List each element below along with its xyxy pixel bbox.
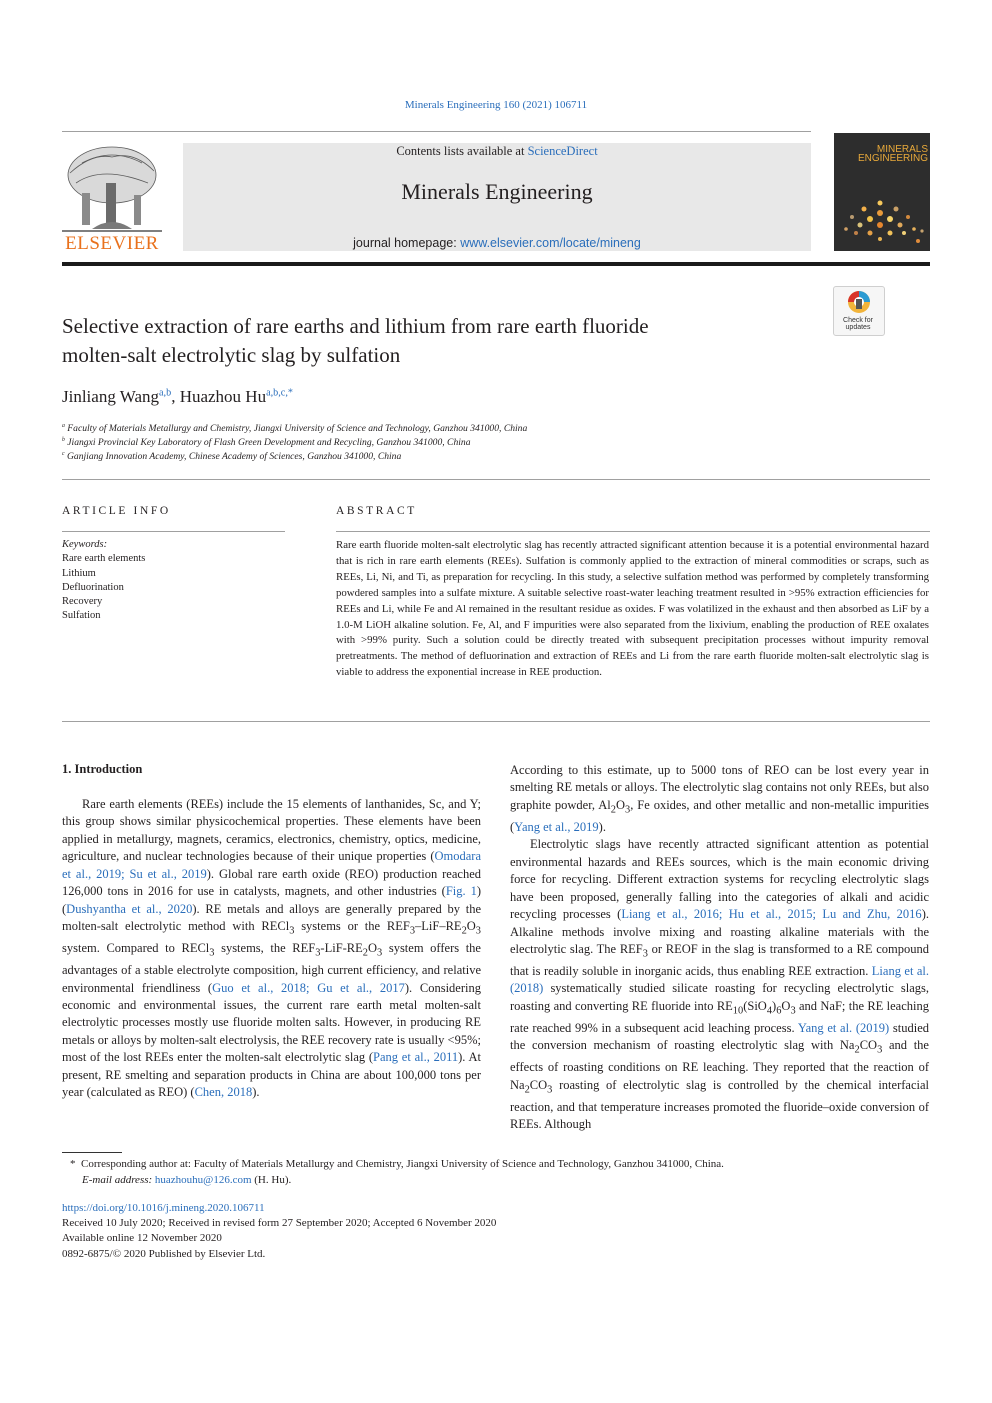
citation-link[interactable]: Pang et al., 2011 xyxy=(373,1050,459,1065)
abstract-rule xyxy=(336,531,930,532)
affiliation-b xyxy=(62,437,471,448)
keyword-item: Defluorination xyxy=(62,581,124,593)
affiliation-a xyxy=(62,423,527,434)
citation-link[interactable]: Guo et al., 2018; Gu et al., 2017 xyxy=(212,980,405,995)
footnote-text: Corresponding author at: Faculty of Materials Metallurgy and Chemistry, Jiangxi University of Science and Technology, Ganzhou 341000, China. xyxy=(81,1158,724,1170)
keyword-item: Lithium xyxy=(62,567,96,579)
keywords-block xyxy=(62,538,145,624)
article-info-heading: ARTICLE INFO xyxy=(62,505,171,517)
affiliation-mark: b xyxy=(62,436,65,443)
article-title xyxy=(62,312,822,370)
keyword-item: Recovery xyxy=(62,596,103,608)
journal-homepage-link[interactable]: www.elsevier.com/locate/mineng xyxy=(460,236,641,250)
keywords-label: Keywords: xyxy=(62,539,108,550)
corresponding-author-footnote xyxy=(62,1157,724,1188)
footnote-star: * xyxy=(70,1158,76,1170)
footnote-line xyxy=(62,1157,724,1173)
author-name[interactable]: Jinliang Wang xyxy=(62,387,160,406)
contents-prefix: Contents lists available at xyxy=(396,144,528,158)
header-thick-rule xyxy=(62,262,930,266)
section-rule xyxy=(62,479,930,480)
abstract-text: Rare earth fluoride molten-salt electrolytic slag has recently attracted significant attention because it is a potential environmental hazard that is rich in rare earth elements (REEs). Sulfation is commonly applied to the extraction of mineral commodities or scraps, such as REEs, Li, Ni, and Ti, as preparation for recycling. In this study, a selective sulfation method was performed by completely transforming powdered samples into a sulfate mixture. A suitable selective roast-water leaching treatment resulted in >95% extraction efficiencies for REEs and Li, while Fe and Al remained in the resultant residue as oxides. F was volatilized in the exhaust and then absorbed as LiF by a 1.0-M LiOH alkaline solution. Fe, Al, and F impurities were also separated from the lixivium, enabling the production of REE oxalates with >99% purity. Such a solution could be directly treated with subsequent precipitation processes without impurity removal pretreatments. The method of defluorination and extraction of REEs and Li from the rare earth fluoride molten-salt electrolytic slag is viable to address the exponential increase in REE production. xyxy=(336,539,929,679)
author-list xyxy=(62,387,293,407)
abstract-end-rule xyxy=(62,721,930,722)
title-line2: molten-salt electrolytic slag by sulfation xyxy=(62,343,401,367)
author-email-link[interactable]: huazhouhu@126.com xyxy=(154,1173,252,1186)
contents-line xyxy=(183,144,811,159)
keyword-item: Sulfation xyxy=(62,610,101,622)
citation-link[interactable]: Yang et al., 2019 xyxy=(514,819,599,834)
journal-reference[interactable]: Minerals Engineering 160 (2021) 106711 xyxy=(404,99,588,111)
affiliation-mark: c xyxy=(62,450,65,457)
elsevier-wordmark: ELSEVIER xyxy=(65,233,159,254)
section-heading-introduction: 1. Introduction xyxy=(62,762,143,776)
affiliation-mark: a xyxy=(62,422,65,429)
affiliation-text: Faculty of Materials Metallurgy and Chemistry, Jiangxi University of Science and Technology, Ganzhou 341000, China xyxy=(67,423,528,434)
journal-cover-image[interactable] xyxy=(834,133,930,251)
homepage-line xyxy=(183,236,811,250)
author-affiliation-marks[interactable]: a,b xyxy=(159,387,172,399)
email-suffix: (H. Hu). xyxy=(251,1173,292,1186)
homepage-prefix: journal homepage: xyxy=(353,236,461,250)
affiliation-text: Ganjiang Innovation Academy, Chinese Academy of Sciences, Ganzhou 341000, China xyxy=(66,451,402,462)
received-dates: Received 10 July 2020; Received in revised form 27 September 2020; Accepted 6 November 2020 xyxy=(62,1217,497,1230)
affiliation-c xyxy=(62,451,401,462)
abstract-heading: ABSTRACT xyxy=(336,505,417,517)
sciencedirect-link[interactable]: ScienceDirect xyxy=(527,144,598,158)
citation-link[interactable]: Chen, 2018 xyxy=(194,1085,253,1100)
figure-link[interactable]: Fig. 1 xyxy=(445,884,477,899)
body-column-right xyxy=(510,762,929,1134)
publication-info xyxy=(62,1201,496,1262)
author-affiliation-marks[interactable]: a,b,c,* xyxy=(266,387,293,399)
intro-paragraph-1-cont: According to this estimate, up to 5000 tons of REO can be lost every year in smelting RE metals or alloys. The electrolytic slag contains not only REEs, but also graphite powder, $Al_2O_3$, Fe oxides, and other metallic and non-metallic impurities (Yang et al., 2019). xyxy=(510,763,929,834)
intro-paragraph-2: Electrolytic slags have recently attracted significant attention as potential environmental hazards and REEs sources, which is the main economic driving force for recycling. Different extraction systems for recycling electrolytic slags have been proposed, generally falling into the categories of alkali and acidic recycling processes (Liang et al., 2016; Hu et al., 2015; Lu and Zhu, 2016). Alkaline methods involve mixing and roasting alkaline materials with the electrolytic slag. The $REF_3$ or REOF in the slag is transformed to a RE compound that is readily soluble in inorganic acids, thus enabling REE extraction. Liang et al. (2018) systematically studied silicate roasting for recycling electrolytic slags, roasting and converting RE fluoride into $RE_{10}(SiO_4)_6O_3$ and NaF; the RE leaching rate reached 99% in a subsequent acid leaching process. Yang et al. (2019) studied the conversion mechanism of roasting electrolytic slag with $Na_2CO_3$ and the effects of roasting conditions on RE leaching. They reported that the reaction of $Na_2CO_3$ roasting of electrolytic slag is controlled by the chemical interfacial reaction, and that temperature increases promoted the fluoride–oxide conversion of REEs. Although xyxy=(510,837,929,1132)
email-line xyxy=(62,1173,724,1189)
crossmark-label-line1: Check for xyxy=(843,317,873,324)
article-info-rule xyxy=(62,531,285,532)
cover-title xyxy=(842,145,928,163)
email-label: E-mail address: xyxy=(82,1173,155,1186)
cover-title-line2: ENGINEERING xyxy=(857,153,928,164)
header-rule xyxy=(62,131,811,132)
footnote-rule xyxy=(62,1152,122,1153)
author-separator: , xyxy=(171,387,180,406)
author-name[interactable]: Huazhou Hu xyxy=(179,387,267,406)
available-online: Available online 12 November 2020 xyxy=(62,1232,222,1245)
crossmark-label-line2: updates xyxy=(845,324,871,331)
title-line1: Selective extraction of rare earths and lithium from rare earth fluoride xyxy=(62,314,649,338)
journal-title: Minerals Engineering xyxy=(401,179,593,204)
keyword-item: Rare earth elements xyxy=(62,553,146,565)
crossmark-icon xyxy=(834,287,884,317)
body-column-left xyxy=(62,796,481,1102)
affiliation-text: Jiangxi Provincial Key Laboratory of Flash Green Development and Recycling, Ganzhou 341000, China xyxy=(67,437,471,448)
cover-title-line1: MINERALS xyxy=(876,144,928,155)
doi-link[interactable]: https://doi.org/10.1016/j.mineng.2020.106711 xyxy=(62,1202,265,1214)
citation-link[interactable]: Omodara et al., 2019; Su et al., 2019 xyxy=(62,849,481,881)
citation-link[interactable]: Liang et al. (2018) xyxy=(510,963,929,996)
crossmark-label xyxy=(833,317,883,331)
citation-link[interactable]: Dushyantha et al., 2020 xyxy=(66,901,193,916)
intro-paragraph-1: Rare earth elements (REEs) include the 15 elements of lanthanides, Sc, and Y; this group shows similar physicochemical properties. These elements have been applied in metallurgy, magnets, ceramics, electronics, chemistry, optics, medicine, agriculture, and nuclear technologies because of their unique properties (Omodara et al., 2019; Su et al., 2019). Global rare earth oxide (REO) production reached 126,000 tons in 2016 for use in catalysts, magnets, and other industries (Fig. 1) (Dushyantha et al., 2020). RE metals and alloys are generally prepared by the molten-salt electrolytic method with RECl$_3$ systems or the $REF_3-LiF-RE_2O_3$ system. Compared to RECl$_3$ systems, the $REF_3-LiF-RE_2O_3$ system offers the advantages of a stable electrolyte composition, high current efficiency, and relative environmental friendliness (Guo et al., 2018; Gu et al., 2017). Considering economic and environmental issues, the current rare earth metal molten-salt electrolytic processes mostly use fluoride molten salts. However, in producing RE metals or alloys by molten-salt electrolysis, the REE recovery rate is usually <95%; most of the lost REEs enter the molten-salt electrolytic slag (Pang et al., 2011). At present, RE smelting and separation products in China are about 100,000 tons per year (calculated as REO) (Chen, 2018). xyxy=(62,797,481,1100)
citation-link[interactable]: Liang et al., 2016; Hu et al., 2015; Lu and Zhu, 2016 xyxy=(621,907,922,922)
copyright-line: 0892-6875/© 2020 Published by Elsevier Ltd. xyxy=(62,1247,266,1260)
citation-link[interactable]: Yang et al. (2019) xyxy=(797,1020,890,1035)
